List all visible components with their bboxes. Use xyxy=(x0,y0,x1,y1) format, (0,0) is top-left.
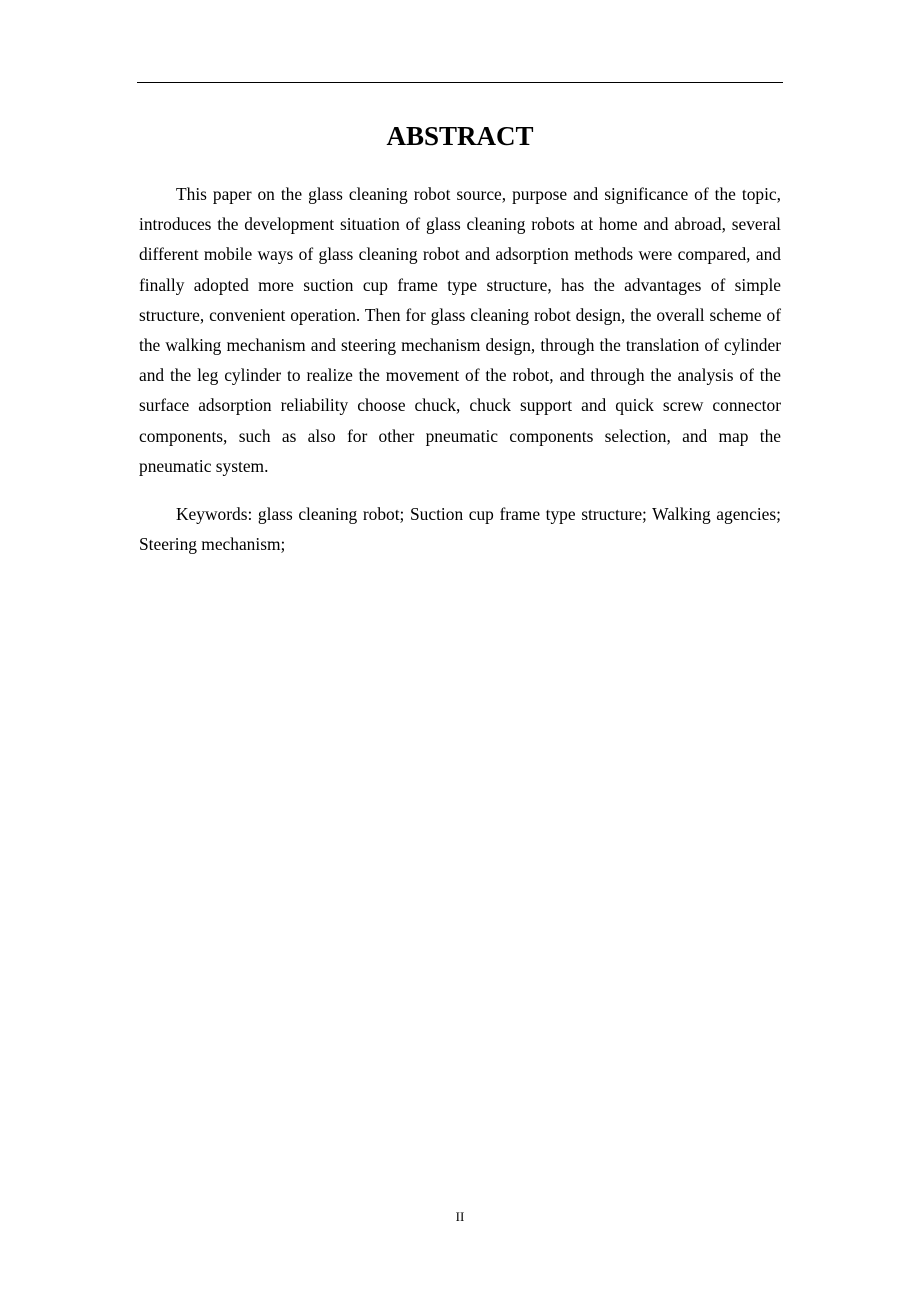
page-title: ABSTRACT xyxy=(386,121,534,151)
keywords-paragraph: Keywords: glass cleaning robot; Suction cup frame type structure; Walking agencies; Steering mechanism; xyxy=(139,504,781,555)
page-number: II xyxy=(455,1209,465,1224)
abstract-paragraph: This paper on the glass cleaning robot source, purpose and significance of the topic, introduces the development situation of glass cleaning robots at home and abroad, several different mobile ways of glass cleaning robot and adsorption methods were compared, and finally adopted more suction cup frame type structure, has the advantages of simple structure, convenient operation. Then for glass cleaning robot design, the overall scheme of the walking mechanism and steering mechanism design, through the translation of cylinder and the leg cylinder to realize the movement of the robot, and through the analysis of the surface adsorption reliability choose chuck, chuck support and quick screw connector components, such as also for other pneumatic components selection, and map the pneumatic system. xyxy=(139,184,781,476)
header-rule xyxy=(137,82,783,83)
